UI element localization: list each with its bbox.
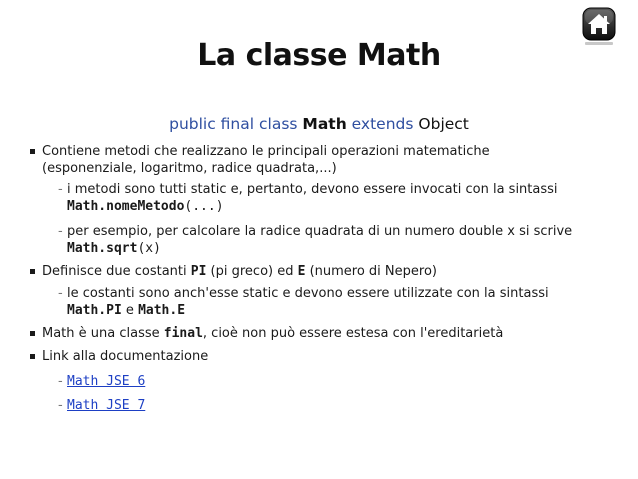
code-text: Math.nomeMetodo bbox=[67, 199, 185, 214]
code-text: (x) bbox=[137, 241, 161, 256]
dash-icon: - bbox=[58, 286, 63, 301]
page-title: La classe Math bbox=[197, 38, 441, 73]
bullet-square-icon bbox=[30, 269, 35, 274]
link-math-jse-7[interactable]: Math JSE 7 bbox=[67, 398, 146, 413]
keyword-public-final-class: public final class bbox=[169, 115, 298, 133]
code-text: Math.sqrt bbox=[67, 241, 138, 256]
constant-pi: PI bbox=[190, 264, 207, 279]
code-text: Math.E bbox=[138, 303, 186, 318]
constant-e: E bbox=[297, 264, 306, 279]
parent-class: Object bbox=[418, 115, 469, 133]
dash-icon: - bbox=[58, 398, 63, 413]
code-text: (...) bbox=[184, 199, 224, 214]
bullet-square-icon bbox=[30, 331, 35, 336]
keyword-final: final bbox=[163, 326, 203, 341]
bullet-text: Contiene metodi che realizzano le principali operazioni matematiche bbox=[42, 144, 490, 159]
bullet-text: Math è una classe bbox=[42, 326, 164, 341]
sub-bullet-text: per esempio, per calcolare la radice quadrata di un numero double x si scrive bbox=[67, 224, 573, 239]
dash-icon: - bbox=[58, 224, 63, 239]
class-name: Math bbox=[302, 115, 347, 133]
bullet-square-icon bbox=[30, 354, 35, 359]
bullet-text: , cioè non può essere estesa con l'ereditarietà bbox=[202, 326, 504, 341]
bullet-text: Definisce due costanti bbox=[42, 264, 191, 279]
dash-icon: - bbox=[58, 374, 63, 389]
bullet-text: (numero di Nepero) bbox=[305, 264, 437, 279]
bullet-square-icon bbox=[30, 149, 35, 154]
bullet-text: (esponenziale, logaritmo, radice quadrata,...) bbox=[42, 161, 337, 176]
sub-bullet-text: e bbox=[121, 303, 139, 318]
keyword-extends: extends bbox=[351, 115, 414, 133]
code-text: Math.PI bbox=[67, 303, 122, 318]
sub-bullet-text: i metodi sono tutti static e, pertanto, devono essere invocati con la sintassi bbox=[67, 182, 558, 197]
sub-bullet-text: le costanti sono anch'esse static e devono essere utilizzate con la sintassi bbox=[67, 286, 549, 301]
dash-icon: - bbox=[58, 182, 63, 197]
bullet-text: (pi greco) ed bbox=[206, 264, 298, 279]
link-math-jse-6[interactable]: Math JSE 6 bbox=[67, 374, 146, 389]
bullet-text: Link alla documentazione bbox=[42, 349, 209, 364]
